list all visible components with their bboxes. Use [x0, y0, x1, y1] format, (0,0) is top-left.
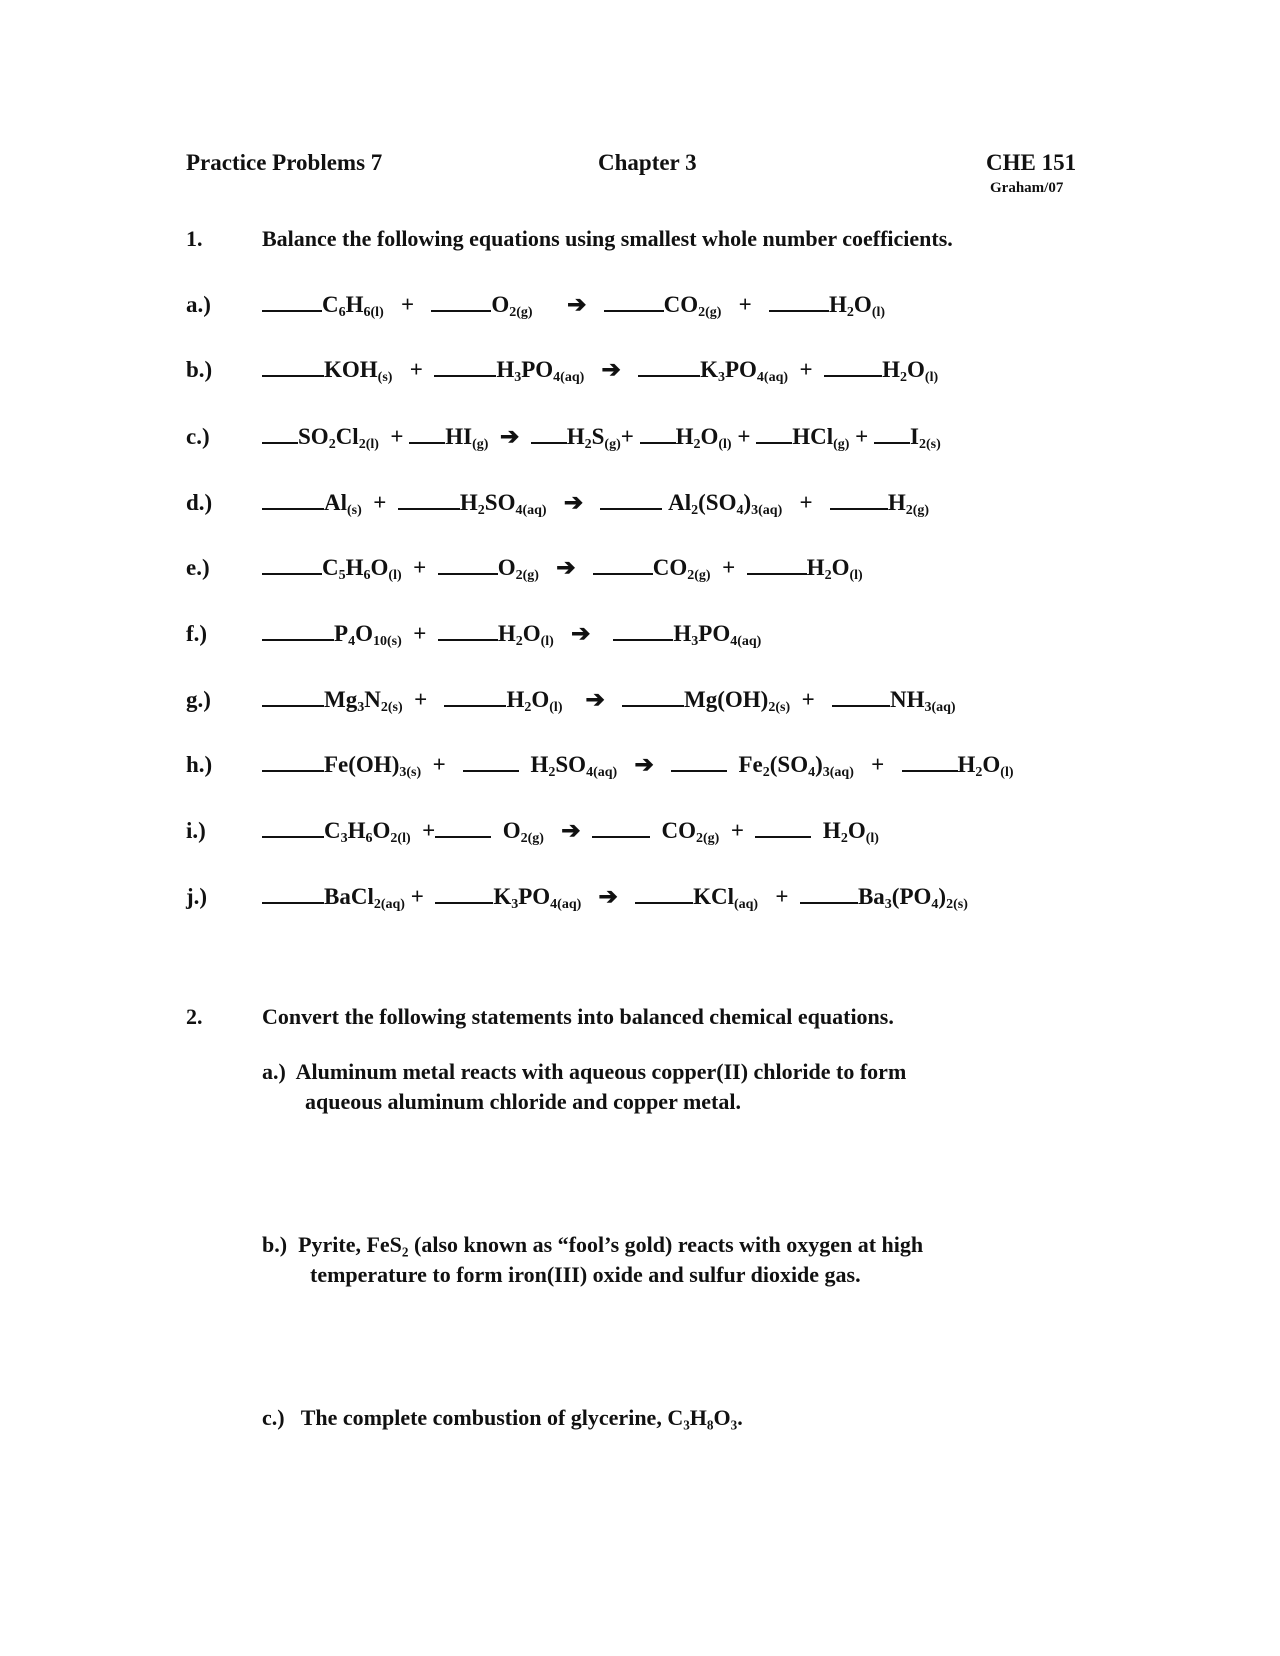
arrow-icon: ➔ [556, 555, 576, 580]
equation-c: $SO_2Cl_{2(l)} + HI_{(g)}$ ➔ $H_2S_{(g)}+ H_2O_{(l)} + HCl_{(g)} + I_{2(s)}$ [262, 424, 941, 450]
statement-text: Aluminum metal reacts with aqueous copper(II) chloride to form [295, 1059, 907, 1084]
equation-row-d [0, 490, 1280, 520]
equation-label: c.) [186, 424, 210, 449]
arrow-icon: ➔ [567, 292, 587, 317]
equation-label: h.) [186, 752, 213, 777]
equation-row-e [0, 555, 1280, 585]
question-2-number: 2. [186, 1004, 203, 1029]
arrow-icon: ➔ [634, 752, 654, 777]
statement-c [262, 1403, 743, 1433]
arrow-icon: ➔ [561, 818, 581, 843]
statement-a [262, 1057, 906, 1117]
equation-row-g [0, 687, 1280, 717]
statement-b [262, 1230, 923, 1290]
equation-row-f [0, 621, 1280, 651]
equation-g: $Mg_3N_{2(s)}$ + $H_2O_{(l)}$ ➔ $Mg(OH)_{2(s)}$ + $NH_{3(aq)}$ [262, 687, 956, 713]
arrow-icon: ➔ [598, 884, 618, 909]
arrow-icon: ➔ [563, 490, 584, 515]
equation-d: $Al_{(s)} + H_2SO_{4(aq)}$ ➔ $Al_2(SO_4)_{3(aq)}$ + $H_{2(g)}$ [262, 490, 929, 516]
equation-row-j [0, 884, 1280, 914]
statement-text: The complete combustion of glycerine, C₃H₈O₃. [300, 1405, 743, 1430]
chapter-label: Chapter 3 [598, 150, 697, 175]
equation-label: a.) [186, 292, 211, 317]
equation-label: g.) [186, 687, 211, 712]
equation-j: BaCl$_{2(aq)}$ + $K_3PO_{4(aq)}$ ➔ $KCl_{(aq)} + Ba_3(PO_4)_{2(s)}$ [262, 884, 968, 910]
course-code: CHE 151 [986, 150, 1077, 175]
equation-b: $KOH_{(s)} + H_3PO_{4(aq)}$ ➔ $K_3PO_{4(aq)} + H_2O_{(l)}$ [262, 357, 938, 383]
statement-text: Pyrite, FeS₂ (also known as “fool’s gold) reacts with oxygen at high [298, 1232, 924, 1257]
statement-label: c.) [262, 1405, 285, 1430]
equation-label: j.) [186, 884, 208, 909]
arrow-icon: ➔ [585, 687, 605, 712]
statement-text-continued: aqueous aluminum chloride and copper metal. [305, 1089, 741, 1114]
equation-label: b.) [186, 357, 213, 382]
worksheet-title: Practice Problems 7 [186, 150, 383, 175]
equation-h: $Fe(OH)_{3(s)}$ + $H_2SO_{4(aq)}$ ➔ $Fe_2(SO_4)_{3(aq)} + H_2O_{(l)}$ [262, 752, 1014, 778]
equation-label: d.) [186, 490, 213, 515]
equation-row-h [0, 752, 1280, 782]
equation-f: $P_4O_{10(s)} + H_2O_{(l)}$ ➔ $H_3PO_{4(aq)}$ [262, 621, 761, 647]
equation-row-c [0, 424, 1280, 454]
equation-label: e.) [186, 555, 210, 580]
equation-row-i [0, 818, 1280, 848]
equation-row-b [0, 357, 1280, 387]
equation-row-a [0, 292, 1280, 322]
equation-label: f.) [186, 621, 208, 646]
statement-label: a.) [262, 1059, 286, 1084]
equation-a: $C_6H_{6(l)}$ + $O_{2(g)}$ ➔ $CO_{2(g)}$ + $H_2O_{(l)}$ [262, 292, 885, 318]
question-1-number: 1. [186, 226, 203, 251]
equation-e: $C_5H_6O_{(l)} + O_{2(g)}$ ➔ $CO_{2(g)} + H_2O_{(l)}$ [262, 555, 863, 581]
question-2-instruction: Convert the following statements into balanced chemical equations. [262, 1004, 894, 1029]
question-1-instruction: Balance the following equations using smallest whole number coefficients. [262, 226, 953, 251]
author-label: Graham/07 [990, 180, 1064, 196]
arrow-icon: ➔ [571, 621, 591, 646]
statement-text-continued: temperature to form iron(III) oxide and sulfur dioxide gas. [310, 1262, 861, 1287]
arrow-icon: ➔ [499, 424, 520, 449]
equation-label: i.) [186, 818, 206, 843]
equation-i: $C_3H_6O_{2(l)} + O_{2(g)}$ ➔ $CO_{2(g)}$ + $H_2O_{(l)}$ [262, 818, 879, 844]
arrow-icon: ➔ [601, 357, 621, 382]
statement-label: b.) [262, 1232, 288, 1257]
